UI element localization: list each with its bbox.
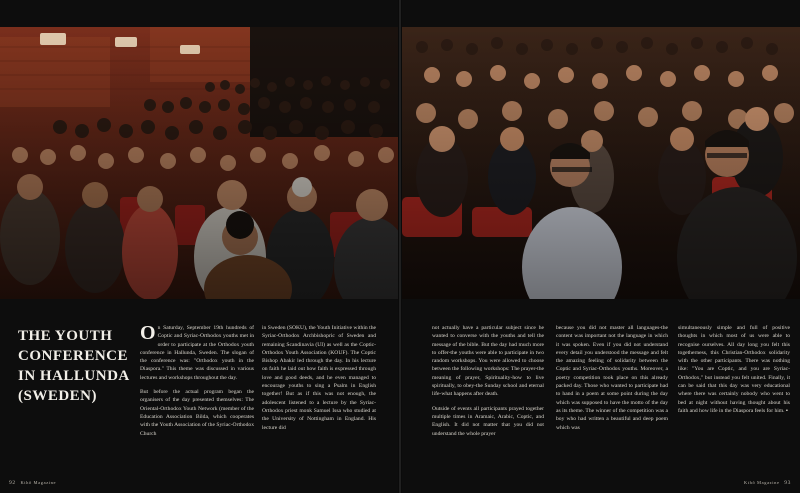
- paragraph-text: n Saturday, September 19th hundreds of Coptic and Syriac-Orthodox youths met in order to participate at the Orthodox youth conference in Hallunda, Sweden. The slogan of the conference was: "Orthodox youth in the Diaspora." This theme was discussed in various lectures and workshops throughout the day.: [140, 325, 254, 381]
- article-column-5: [678, 324, 790, 421]
- paragraph: But before the actual program began the organisers of the day presented themselves: The Oriental-Orthodox Youth Network (member of the Education Association Bilda, which cooperates with the Youth Association of the Syriac-Orthodox Church: [140, 389, 254, 437]
- right-folio: [744, 480, 794, 486]
- drop-cap: O: [140, 322, 156, 344]
- article-column-4: [556, 324, 668, 438]
- article-column-3: [432, 324, 544, 444]
- paragraph: simultaneously simple and full of positive thoughts in which most of us were able to recognise ourselves. All day long you felt this togetherness, this Christian-Orthodox solidarity with the other participants. There was nothing like: "You are Coptic, and you are Syriac-Orthodox," but instead you felt united. Finally, it can be said that this day was very educational where there was certainly nobody who went to bed at night without having thought about his faith and how life in the Diaspora feels for him. ▪: [678, 325, 790, 414]
- left-folio: [6, 480, 56, 486]
- paragraph: not actually have a particular subject since he wanted to converse with the youths and tell the message of the bible. But the day had much more to offer-the youths were able to participate in two random workshops. You were allowed to choose between the following workshops: The prayer-the meaning of prayer, Spirituality-how to live spiritually, to obey-the Sunday school and eternal life-what happens after death.: [432, 325, 544, 398]
- left-page: [0, 0, 398, 493]
- page-number: 93: [784, 480, 791, 486]
- article-title: THE YOUTH CONFERENCE IN HALLUNDA (SWEDEN): [18, 328, 129, 404]
- magazine-name: Kthô Magazine: [20, 480, 57, 485]
- paragraph: [140, 324, 254, 382]
- magazine-name: Kthô Magazine: [743, 480, 780, 485]
- page-number: 92: [9, 480, 16, 486]
- conference-audience-photo-left: [0, 27, 398, 299]
- right-page: [402, 0, 800, 493]
- paragraph: Outside of events all participants prayed together multiple times in Aramaic, Arabic, Coptic, and English. It did not matter that you did not understand the whole prayer: [432, 405, 544, 437]
- article-column-1: [140, 324, 254, 444]
- conference-audience-photo-right: [402, 27, 800, 299]
- paragraph: in Sweden (SOKU), the Youth Initiative within the Syriac-Orthodox Archbishopric of Sweden and remaining Scandinavia (UI) as well as the Coptic-Orthodox Youth Association (KOUF). The Coptic Bishop Abakir led through the day. In his lecture on faith he laid out how faith is expressed through love and good deeds, and he even managed to encourage youths to sing a Psalm in English together! But as if this was not enough, the adolescent listened to a lecture by the Syriac-Orthodox priest monk Samuel Issa who studied at the University of Nottingham in England. His lecture did: [262, 325, 376, 431]
- paragraph: because you did not master all languages-the content was important not the language in which it was spoken. Even if you did not understand every detail you understood the message and felt the amazing feeling of solidarity between the Coptic and Syriac-Orthodox youths. Moreover, a poetry competition took place on this already packed day. Those who wanted to participate had to hand in a poem at some point during the day which was supposed to have the motto of the day as its theme. The winner of the competition was a boy who had written a beautiful and deep poem which was: [556, 325, 668, 431]
- article-column-2: [262, 324, 376, 438]
